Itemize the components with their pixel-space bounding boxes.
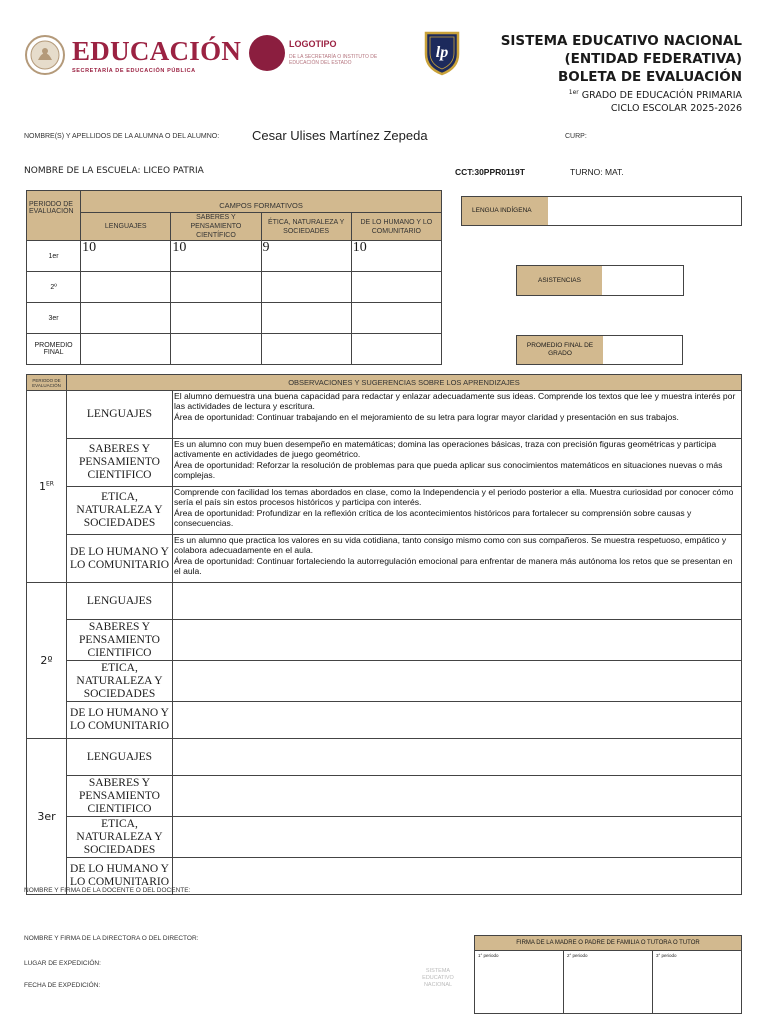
grade-cell[interactable] — [261, 272, 351, 303]
docente-signature-label: NOMBRE Y FIRMA DE LA DOCENTE O DEL DOCENTE: — [24, 887, 191, 894]
grade-cell[interactable]: 10 — [81, 241, 171, 272]
subject-label: DE LO HUMANO Y LO COMUNITARIO — [67, 858, 173, 895]
subject-label: SABERES Y PENSAMIENTO CIENTIFICO — [67, 439, 173, 487]
grade-cell[interactable] — [261, 334, 351, 365]
grade-ordinal: 1er — [568, 89, 579, 96]
promedio-final-label: PROMEDIO FINAL DE GRADO — [517, 336, 603, 364]
watermark: SISTEMA EDUCATIVO NACIONAL — [422, 968, 454, 988]
period-label: PROMEDIO FINAL — [27, 334, 81, 365]
logo-title: LOGOTIPO — [289, 39, 337, 49]
document-header — [501, 32, 742, 115]
table-row — [27, 776, 742, 817]
area-header: LENGUAJES — [81, 213, 171, 241]
table-row — [27, 535, 742, 583]
school-shield-icon — [422, 30, 462, 76]
grade-cell[interactable] — [171, 334, 261, 365]
subject-label: SABERES Y PENSAMIENTO CIENTIFICO — [67, 776, 173, 817]
lugar-label: LUGAR DE EXPEDICIÓN: — [24, 960, 101, 967]
subject-label: ETICA, NATURALEZA Y SOCIEDADES — [67, 661, 173, 702]
period-number: 3er — [37, 810, 56, 823]
brand-title: EDUCACIÓN — [72, 36, 242, 66]
observation-text[interactable] — [173, 620, 742, 661]
brand-subtitle: SECRETARÍA DE EDUCACIÓN PÚBLICA — [72, 68, 196, 74]
period-number: 2º — [40, 654, 53, 667]
subject-label: LENGUAJES — [67, 739, 173, 776]
student-name-label: NOMBRE(S) Y APELLIDOS DE LA ALUMNA O DEL ALUMNO: — [24, 133, 220, 140]
grade-cell[interactable]: 10 — [351, 241, 441, 272]
table-row — [27, 334, 442, 365]
obs-header: OBSERVACIONES Y SUGERENCIAS SOBRE LOS APRENDIZAJES — [67, 375, 742, 391]
observation-text[interactable] — [173, 583, 742, 620]
observations-table — [26, 374, 742, 895]
obs-period-label — [27, 391, 67, 583]
period-label: 1er — [27, 241, 81, 272]
header-line-2: (ENTIDAD FEDERATIVA) — [564, 51, 742, 67]
area-header: SABERES Y PENSAMIENTO CIENTÍFICO — [171, 213, 261, 241]
lengua-indigena-label: LENGUA INDÍGENA — [462, 197, 548, 225]
grade-cell[interactable] — [171, 303, 261, 334]
observation-text[interactable] — [173, 739, 742, 776]
asistencias-label: ASISTENCIAS — [517, 266, 602, 295]
grade-cell[interactable]: 10 — [171, 241, 261, 272]
grade-cell[interactable] — [171, 272, 261, 303]
table-row — [27, 817, 742, 858]
parent-signature-period-3[interactable]: 3° periodo — [653, 951, 742, 1014]
subject-label: LENGUAJES — [67, 391, 173, 439]
table-row — [27, 739, 742, 776]
observation-text[interactable] — [173, 817, 742, 858]
campos-header: CAMPOS FORMATIVOS — [81, 191, 442, 213]
promedio-final-field[interactable] — [516, 335, 683, 365]
area-header: DE LO HUMANO Y LO COMUNITARIO — [351, 213, 441, 241]
grades-table — [26, 190, 442, 365]
period-label: 3er — [27, 303, 81, 334]
observation-text[interactable]: Es un alumno que practica los valores en su vida cotidiana, tanto consigo mismo como con sus compañeros. Se muestra respetuoso, empático y colabora adecuadamente en el aula. Área de oportunidad: Continuar fortaleciendo la autorregulación emocional para enfrentar de manera más autónoma los retos que se presentan en el aula. — [173, 535, 742, 583]
table-row — [27, 303, 442, 334]
parent-signature-period-2[interactable]: 2° periodo — [564, 951, 653, 1014]
period-suffix: ER — [46, 480, 54, 488]
header-line-3: BOLETA DE EVALUACIÓN — [557, 69, 742, 85]
table-row — [27, 620, 742, 661]
observation-text[interactable] — [173, 858, 742, 895]
area-header: ÉTICA, NATURALEZA Y SOCIEDADES — [261, 213, 351, 241]
table-row — [27, 241, 442, 272]
period-number: 1 — [39, 480, 47, 493]
subject-label: DE LO HUMANO Y LO COMUNITARIO — [67, 535, 173, 583]
badge-letters: lp — [435, 44, 449, 61]
grade-cell[interactable] — [351, 272, 441, 303]
table-row — [27, 702, 742, 739]
observation-text[interactable] — [173, 776, 742, 817]
grade-text: GRADO DE EDUCACIÓN PRIMARIA — [578, 90, 742, 102]
table-row — [27, 487, 742, 535]
student-name: Cesar Ulises Martínez Zepeda — [252, 128, 428, 143]
table-row — [27, 583, 742, 620]
mexico-emblem-icon — [24, 34, 66, 76]
turno: TURNO: MAT. — [570, 167, 624, 177]
lengua-indigena-field[interactable] — [461, 196, 742, 226]
obs-period-label — [27, 739, 67, 895]
subject-label: DE LO HUMANO Y LO COMUNITARIO — [67, 702, 173, 739]
cct: CCT:30PPR0119T — [455, 167, 525, 177]
subject-label: SABERES Y PENSAMIENTO CIENTIFICO — [67, 620, 173, 661]
subject-label: ETICA, NATURALEZA Y SOCIEDADES — [67, 817, 173, 858]
grade-cell[interactable]: 9 — [261, 241, 351, 272]
subject-label: LENGUAJES — [67, 583, 173, 620]
grade-cell[interactable] — [351, 334, 441, 365]
school-cycle: CICLO ESCOLAR 2025-2026 — [610, 103, 742, 115]
grade-cell[interactable] — [261, 303, 351, 334]
observation-text[interactable] — [173, 702, 742, 739]
director-signature-label: NOMBRE Y FIRMA DE LA DIRECTORA O DEL DIRECTOR: — [24, 935, 199, 942]
grade-line — [501, 86, 742, 102]
observation-text[interactable]: Comprende con facilidad los temas abordados en clase, como la Independencia y el periodo posterior a ella. Muestra curiosidad por conocer cómo sería el país sin estos procesos históricos y participa con interés. Área de oportunidad: Profundizar en la reflexión crítica de los acontecimientos históricos para fortalecer su comprensión sobre causas y consecuencias. — [173, 487, 742, 535]
table-row — [27, 661, 742, 702]
grade-cell[interactable] — [351, 303, 441, 334]
header-line-1: SISTEMA EDUCATIVO NACIONAL — [500, 33, 742, 49]
grade-cell[interactable] — [81, 334, 171, 365]
logo-subtitle: DE LA SECRETARÍA O INSTITUTO DE EDUCACIÓN DEL ESTADO — [289, 54, 378, 66]
fecha-label: FECHA DE EXPEDICIÓN: — [24, 982, 101, 989]
asistencias-field[interactable] — [516, 265, 684, 296]
grade-cell[interactable] — [81, 272, 171, 303]
observation-text[interactable]: Es un alumno con muy buen desempeño en matemáticas; domina las operaciones básicas, traza con precisión figuras geométricas y participa activamente en actividades de juego geométrico. Área de oportunidad: Reforzar la resolución de problemas para que pueda aplicar sus conocimientos matemáticos en situaciones nuevas o más complejas. — [173, 439, 742, 487]
parent-signature-period-1[interactable]: 1° periodo — [475, 951, 564, 1014]
period-label: 2º — [27, 272, 81, 303]
observation-text[interactable]: El alumno demuestra una buena capacidad para redactar y enlazar adecuadamente sus ideas. Comprende los textos que lee y muestra interés por las actividades de lectura y escritura. Área de oportunidad: Continuar trabajando en el mejoramiento de su letra para lograr mayor claridad y presentación en sus trabajos. — [173, 391, 742, 439]
grade-cell[interactable] — [81, 303, 171, 334]
grades-period-header: PERIODO DE EVALUACIÓN — [27, 191, 81, 241]
parent-signature-header: FIRMA DE LA MADRE O PADRE DE FAMILIA O TUTORA O TUTOR — [475, 936, 742, 951]
observation-text[interactable] — [173, 661, 742, 702]
table-row — [27, 439, 742, 487]
obs-period-label — [27, 583, 67, 739]
parent-signature-table — [474, 935, 742, 1014]
obs-period-header: PERIODO DE EVALUACIÓN — [27, 375, 67, 391]
curp-label: CURP: — [565, 133, 587, 140]
school-name: NOMBRE DE LA ESCUELA: LICEO PATRIA — [24, 166, 204, 176]
table-row — [27, 391, 742, 439]
logo-placeholder-icon — [249, 35, 285, 71]
subject-label: ETICA, NATURALEZA Y SOCIEDADES — [67, 487, 173, 535]
table-row — [27, 272, 442, 303]
